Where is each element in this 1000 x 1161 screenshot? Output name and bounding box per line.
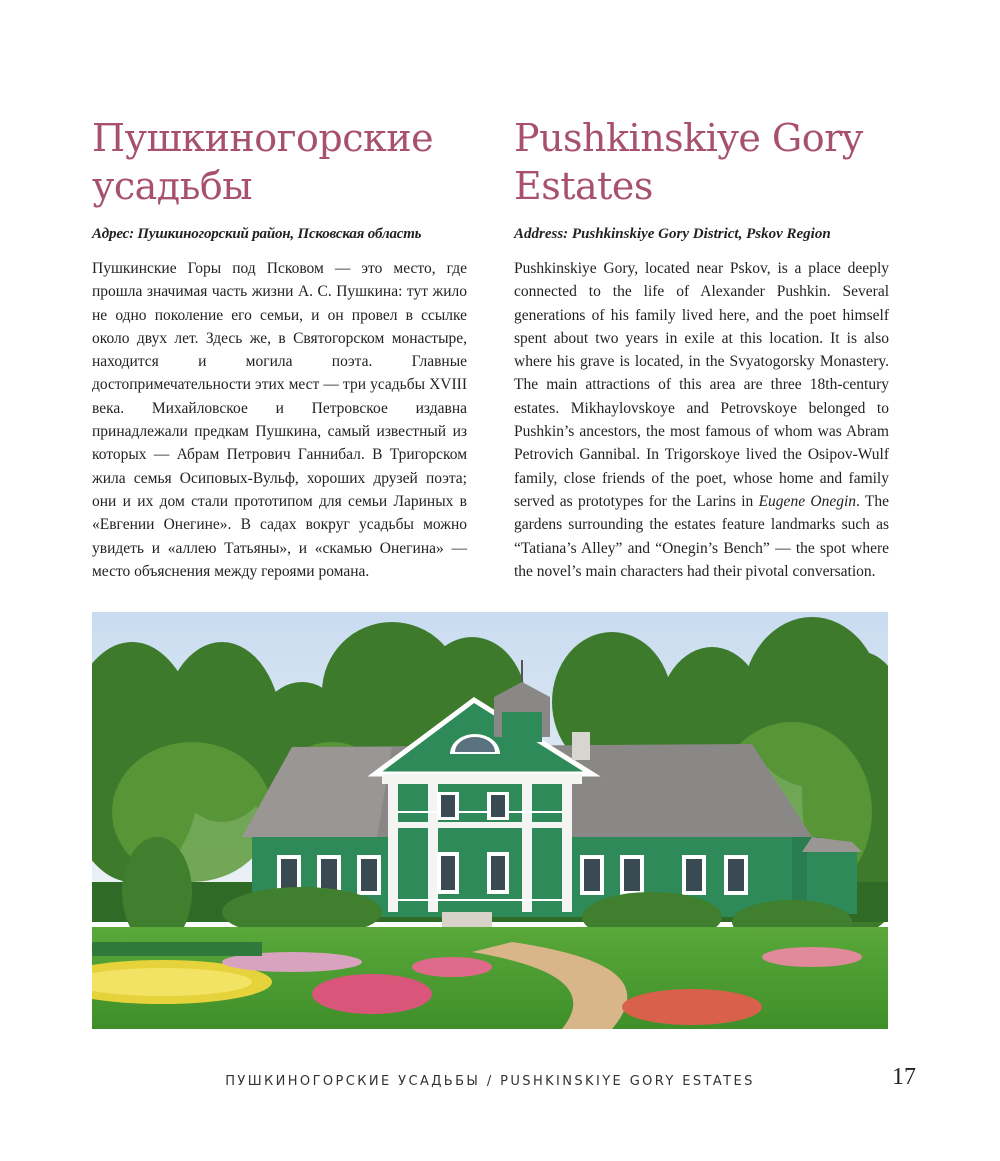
address-en: Address: Pushkinskiye Gory District, Pskov Region xyxy=(514,226,831,242)
title-ru: Пушкиногорские усадьбы xyxy=(92,116,434,208)
body-text-en xyxy=(514,257,889,583)
body-en-italic-title: Eugene Onegin xyxy=(758,492,857,510)
body-text-ru xyxy=(92,257,467,583)
body-en-part1: Pushkinskiye Gory, located near Pskov, is a place deeply connected to the life of Alexander Pushkin. Several generations of his family lived here, and the poet himself spent about two years in exile at this location. It is also where his grave is located, in the Svyatogorsky Monastery. The main attractions of this area are three 18th-century estates. Mikhaylovskoye and Petrovskoye belonged to Pushkin’s ancestors, the most famous of whom was Abram Petrovich Gannibal. In Trigorskoye lived the Osipov-Wulf family, close friends of the poet, whose home and family served as prototypes for the Larins in xyxy=(514,260,889,510)
page-number: 17 xyxy=(892,1064,916,1090)
address-ru: Адрес: Пушкиногорский район, Псковская область xyxy=(92,226,422,242)
body-paragraph-ru: Пушкинские Горы под Псковом — это место, где прошла значимая часть жизни А. С. Пушкина: тут жило не одно поколение его семьи, и он провел в ссылке около двух лет. Здесь же, в Святогорском монастыре, находится и могила поэта. Главные достопримечательности этих мест — три усадьбы XVIII века. Михайловское и Петровское издавна принадлежали предкам Пушкина, самый известный из которых — Абрам Петрович Ганнибал. В Тригорском жила семья Осиповых-Вульф, хороших друзей поэта; они и их дом стали прототипом для семьи Лариных в «Евгении Онегине». В садах вокруг усадьбы можно увидеть и «аллею Татьяны», и «скамью Онегина» — место объяснения между героями романа. xyxy=(92,260,467,580)
body-en-part2: . The gardens surrounding the estates feature landmarks such as “Tatiana’s Alley” and “Onegin’s Bench” — the spot where the novel’s main characters had their pivotal conversation. xyxy=(514,492,890,580)
body-paragraph-en xyxy=(514,257,889,583)
estate-photo xyxy=(92,612,888,1029)
running-footer: ПУШКИНОГОРСКИЕ УСАДЬБЫ / PUSHKINSKIYE GORY ESTATES xyxy=(225,1074,755,1089)
title-en: Pushkinskiye Gory Estates xyxy=(514,116,863,208)
estate-house-illustration xyxy=(92,612,888,1029)
